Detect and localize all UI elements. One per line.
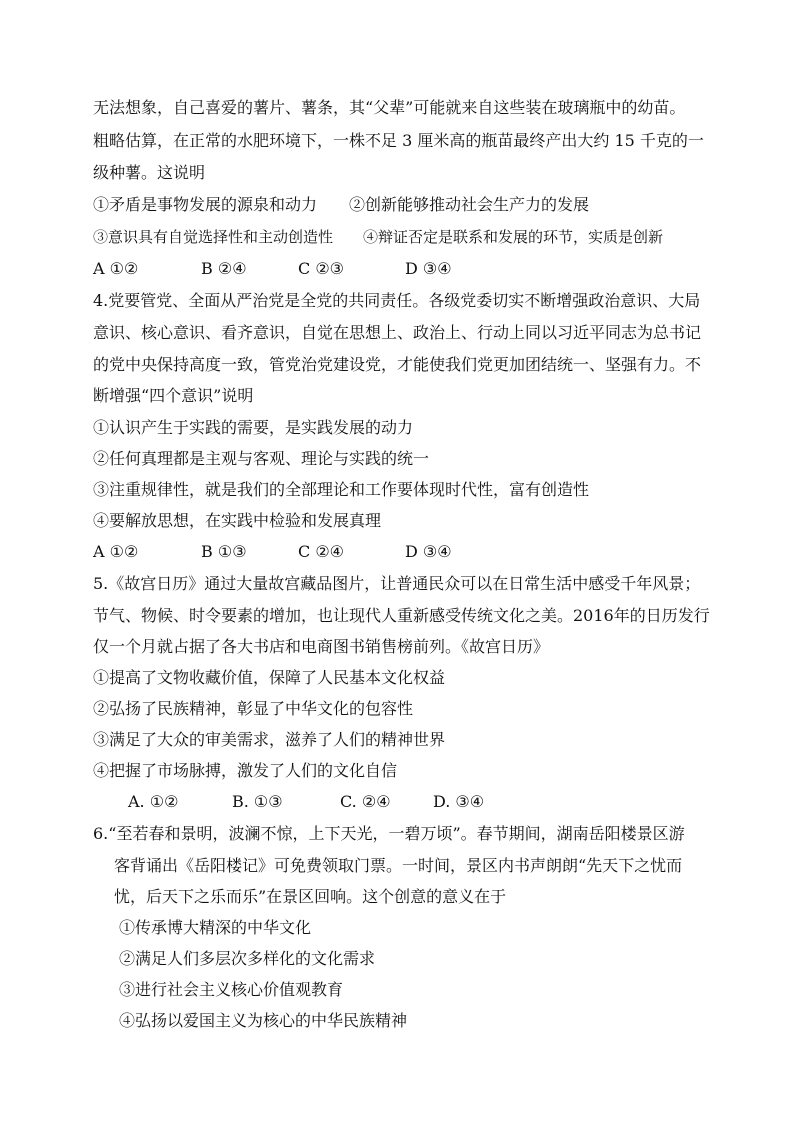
q6-statement-1: ①传承博大精深的中华文化 [119, 918, 312, 937]
q3-statements-3-4: ③意识具有自觉选择性和主动创造性 ④辩证否定是联系和发展的环节，实质是创新 [93, 228, 664, 246]
q4-option-c[interactable]: C ②④ [298, 542, 345, 561]
q5-option-d[interactable]: D. ③④ [433, 792, 485, 811]
q4-statement-4: ④要解放思想，在实践中检验和发展真理 [93, 511, 382, 530]
q4-stem-line-4: 断增强“四个意识”说明 [93, 386, 254, 405]
q5-stem-line-3: 仅一个月就占据了各大书店和电商图书销售榜前列。《故宫日历》 [93, 637, 550, 656]
q6-stem-line-1: 6.“至若春和景明，波澜不惊，上下天光，一碧万顷”。春节期间，湖南岳阳楼景区游 [93, 824, 685, 843]
q3-option-c[interactable]: C ②③ [298, 259, 345, 278]
q4-option-a[interactable]: A ①② [93, 542, 139, 561]
q6-statement-2: ②满足人们多层次多样化的文化需求 [119, 949, 376, 968]
q5-option-b[interactable]: B. ①③ [232, 792, 283, 811]
q5-option-a[interactable]: A. ①② [128, 792, 179, 811]
q3-stem-line-1: 无法想象，自己喜爱的薯片、薯条，其“父辈”可能就来自这些装在玻璃瓶中的幼苗。 [93, 98, 686, 117]
q5-option-c[interactable]: C. ②④ [340, 792, 391, 811]
q3-statements-1-2: ①矛盾是事物发展的源泉和动力 ②创新能够推动社会生产力的发展 [93, 195, 590, 214]
q5-statement-1: ①提高了文物收藏价值，保障了人民基本文化权益 [93, 668, 446, 687]
q4-statement-2: ②任何真理都是主观与客观、理论与实践的统一 [93, 449, 430, 468]
q3-option-b[interactable]: B ②④ [201, 259, 247, 278]
q5-statement-2: ②弘扬了民族精神，彰显了中华文化的包容性 [93, 699, 414, 718]
q5-statement-4: ④把握了市场脉搏，激发了人们的文化自信 [93, 761, 398, 780]
q5-stem-line-1: 5.《故宫日历》通过大量故宫藏品图片，让普通民众可以在日常生活中感受千年风景； [93, 574, 701, 593]
q3-option-a[interactable]: A ①② [93, 259, 139, 278]
q4-statement-1: ①认识产生于实践的需要，是实践发展的动力 [93, 418, 414, 437]
q4-stem-line-2: 意识、核心意识、看齐意识，自觉在思想上、政治上、行动上同以习近平同志为总书记 [93, 323, 702, 342]
q4-option-d[interactable]: D ③④ [405, 542, 452, 561]
q6-statement-3: ③进行社会主义核心价值观教育 [119, 980, 344, 999]
q5-stem-line-2: 节气、物候、时令要素的增加，也让现代人重新感受传统文化之美。2016年的日历发行 [93, 606, 710, 625]
q6-stem-line-3: 忧，后天下之乐而乐”在景区回响。这个创意的意义在于 [114, 887, 507, 906]
q4-stem-line-1: 4.党要管党、全面从严治党是全党的共同责任。各级党委切实不断增强政治意识、大局 [93, 291, 701, 310]
q6-stem-line-2: 客背诵出《岳阳楼记》可免费领取门票。一时间，景区内书声朗朗“先天下之忧而 [114, 856, 683, 875]
q6-statement-4: ④弘扬以爱国主义为核心的中华民族精神 [119, 1011, 408, 1030]
q4-stem-line-3: 的党中央保持高度一致，管党治党建设党，才能使我们党更加团结统一、坚强有力。不 [93, 355, 702, 374]
q3-stem-line-3: 级种薯。这说明 [93, 163, 206, 182]
q5-statement-3: ③满足了大众的审美需求，滋养了人们的精神世界 [93, 730, 446, 749]
q3-option-d[interactable]: D ③④ [405, 259, 452, 278]
q3-stem-line-2: 粗略估算，在正常的水肥环境下，一株不足 3 厘米高的瓶苗最终产出大约 15 千克的一 [93, 131, 704, 150]
q4-option-b[interactable]: B ①③ [201, 542, 247, 561]
q4-statement-3: ③注重规律性，就是我们的全部理论和工作要体现时代性，富有创造性 [93, 480, 590, 499]
